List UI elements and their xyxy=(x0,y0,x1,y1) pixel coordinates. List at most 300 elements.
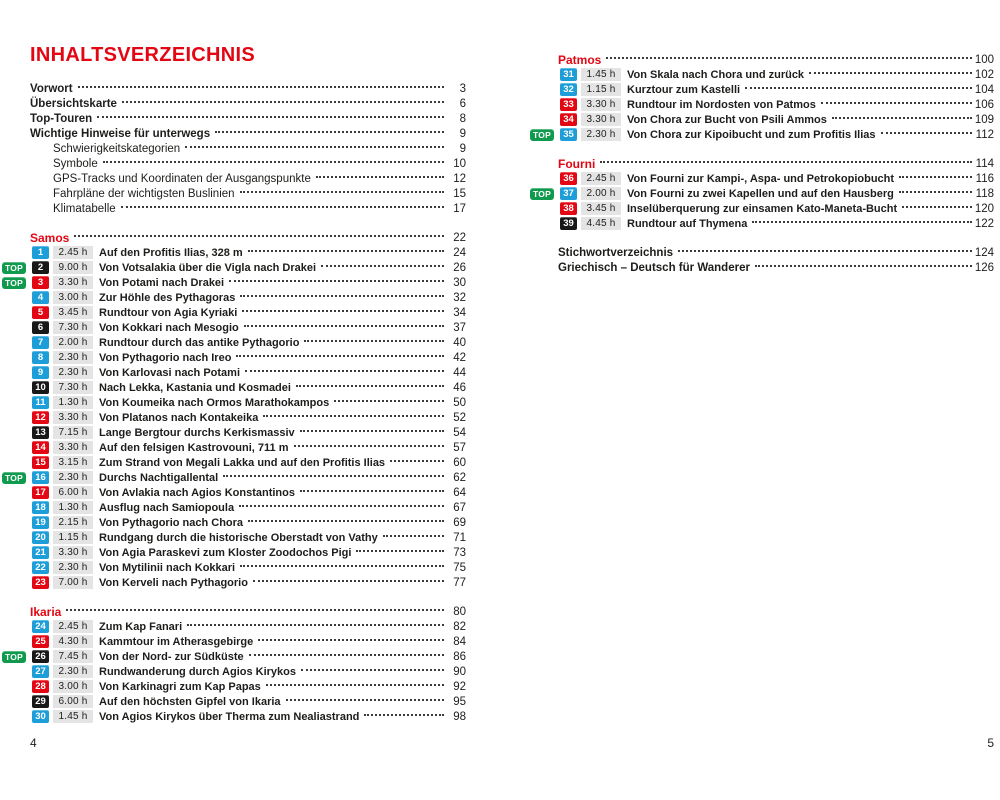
page-ref: 71 xyxy=(453,531,466,544)
toc-tour-entry xyxy=(558,82,994,97)
toc-tour-entry xyxy=(5,275,466,290)
leader-dots xyxy=(229,280,444,282)
tour-duration: 3.15 h xyxy=(53,456,93,469)
left-toc xyxy=(5,81,466,724)
tour-title: Von Koumeika nach Ormos Marathokampos xyxy=(99,396,330,409)
tour-number-badge: 24 xyxy=(32,620,49,633)
leader-dots xyxy=(881,132,972,134)
front-matter-entry xyxy=(30,186,466,201)
tour-title: Von Agios Kirykos über Therma zum Nealiastrand xyxy=(99,710,360,723)
tour-title: Von Pythagorio nach Ireo xyxy=(99,351,232,364)
leader-dots xyxy=(300,490,444,492)
toc-tour-entry xyxy=(30,320,466,335)
leader-dots xyxy=(215,131,444,133)
tour-title: Auf den höchsten Gipfel von Ikaria xyxy=(99,695,281,708)
page-ref: 15 xyxy=(453,187,466,200)
leader-dots xyxy=(364,714,444,716)
leader-dots xyxy=(236,355,444,357)
page-ref: 9 xyxy=(459,142,466,155)
section-title: Samos xyxy=(30,230,70,245)
tour-duration: 3.45 h xyxy=(581,202,621,215)
back-matter-entry xyxy=(558,245,994,260)
front-matter-label: Wichtige Hinweise für unterwegs xyxy=(30,127,211,140)
front-matter-entry xyxy=(30,156,466,171)
page-ref: 124 xyxy=(974,246,994,259)
leader-dots xyxy=(899,191,972,193)
toc-section-patmos xyxy=(533,52,994,142)
toc-tour-entry xyxy=(30,380,466,395)
page-number-left: 4 xyxy=(30,736,37,750)
top-badge: TOP xyxy=(2,651,26,663)
page-ref: 24 xyxy=(453,246,466,259)
front-matter-entry xyxy=(30,81,466,96)
page-ref: 104 xyxy=(974,83,994,96)
tour-title: Von Chora zur Kipoibucht und zum Profitis Ilias xyxy=(627,128,876,141)
tour-duration: 4.30 h xyxy=(53,635,93,648)
leader-dots xyxy=(122,101,444,103)
page-ref: 54 xyxy=(453,426,466,439)
front-matter-label: Schwierigkeitskategorien xyxy=(53,142,181,155)
leader-dots xyxy=(244,325,444,327)
leader-dots xyxy=(300,430,444,432)
section-header xyxy=(30,604,466,619)
tour-title: Rundtour von Agia Kyriaki xyxy=(99,306,238,319)
tour-duration: 7.30 h xyxy=(53,321,93,334)
tour-duration: 3.45 h xyxy=(53,306,93,319)
tour-duration: 3.30 h xyxy=(53,276,93,289)
page-ref: 84 xyxy=(453,635,466,648)
toc-tour-entry xyxy=(30,485,466,500)
tour-duration: 1.45 h xyxy=(53,710,93,723)
leader-dots xyxy=(752,221,972,223)
section-header xyxy=(558,52,994,67)
tour-duration: 1.15 h xyxy=(581,83,621,96)
tour-title: Von Pythagorio nach Chora xyxy=(99,516,244,529)
section-title: Patmos xyxy=(558,52,602,67)
tour-duration: 6.00 h xyxy=(53,486,93,499)
section-header xyxy=(30,230,466,245)
toc-tour-entry xyxy=(30,425,466,440)
toc-tour-entry xyxy=(30,709,466,724)
leader-dots xyxy=(240,565,444,567)
tour-title: Von Avlakia nach Agios Konstantinos xyxy=(99,486,295,499)
tour-duration: 2.30 h xyxy=(53,471,93,484)
leader-dots xyxy=(606,57,972,59)
page-ref: 44 xyxy=(453,366,466,379)
page-ref: 122 xyxy=(974,217,994,230)
tour-number-badge: 21 xyxy=(32,546,49,559)
page-ref: 118 xyxy=(975,187,994,200)
toc-tour-entry xyxy=(30,335,466,350)
leader-dots xyxy=(678,250,972,252)
leader-dots xyxy=(185,146,444,148)
section-title: Ikaria xyxy=(30,604,62,619)
tour-duration: 3.30 h xyxy=(581,98,621,111)
tour-duration: 2.30 h xyxy=(53,351,93,364)
tour-number-badge: 7 xyxy=(32,336,49,349)
leader-dots xyxy=(745,87,972,89)
front-matter-label: Klimatabelle xyxy=(53,202,116,215)
tour-duration: 2.30 h xyxy=(53,561,93,574)
toc-tour-entry xyxy=(30,350,466,365)
page-ref: 120 xyxy=(974,202,994,215)
toc-tour-entry xyxy=(30,575,466,590)
page-ref: 57 xyxy=(453,441,466,454)
tour-title: Kammtour im Atherasgebirge xyxy=(99,635,254,648)
leader-dots xyxy=(97,116,444,118)
leader-dots xyxy=(286,699,444,701)
tour-number-badge: 5 xyxy=(32,306,49,319)
right-toc xyxy=(533,52,994,275)
toc-tour-entry xyxy=(558,97,994,112)
leader-dots xyxy=(755,265,972,267)
tour-title: Von Votsalakia über die Vigla nach Drakei xyxy=(99,261,317,274)
tour-number-badge: 12 xyxy=(32,411,49,424)
tour-title: Zum Kap Fanari xyxy=(99,620,183,633)
tour-number-badge: 34 xyxy=(560,113,577,126)
leader-dots xyxy=(383,535,444,537)
tour-number-badge: 33 xyxy=(560,98,577,111)
back-matter-label: Griechisch – Deutsch für Wanderer xyxy=(558,261,750,274)
tour-title: Von Kerveli nach Pythagorio xyxy=(99,576,248,589)
tour-duration: 1.30 h xyxy=(53,396,93,409)
page-ref: 9 xyxy=(459,127,466,140)
leader-dots xyxy=(301,669,444,671)
page-ref: 80 xyxy=(453,605,466,618)
tour-number-badge: 23 xyxy=(32,576,49,589)
front-matter-entry xyxy=(30,171,466,186)
leader-dots xyxy=(249,654,444,656)
tour-number-badge: 37 xyxy=(560,187,577,200)
tour-number-badge: 2 xyxy=(32,261,49,274)
toc-section-fourni xyxy=(533,156,994,231)
tour-title: Zum Strand von Megali Lakka und auf den Profitis Ilias xyxy=(99,456,386,469)
toc-tour-entry xyxy=(30,305,466,320)
toc-tour-entry xyxy=(533,186,994,201)
leader-dots xyxy=(74,235,444,237)
tour-duration: 7.45 h xyxy=(53,650,93,663)
tour-duration: 3.00 h xyxy=(53,291,93,304)
back-matter-entry xyxy=(558,260,994,275)
page-ref: 30 xyxy=(453,276,466,289)
page-ref: 52 xyxy=(453,411,466,424)
leader-dots xyxy=(239,505,444,507)
tour-duration: 2.45 h xyxy=(53,620,93,633)
page-ref: 106 xyxy=(974,98,994,111)
tour-number-badge: 4 xyxy=(32,291,49,304)
page-ref: 116 xyxy=(975,172,994,185)
leader-dots xyxy=(899,176,972,178)
tour-duration: 1.15 h xyxy=(53,531,93,544)
tour-number-badge: 29 xyxy=(32,695,49,708)
tour-duration: 2.30 h xyxy=(581,128,621,141)
page-ref: 50 xyxy=(453,396,466,409)
page-ref: 86 xyxy=(453,650,466,663)
tour-title: Zur Höhle des Pythagoras xyxy=(99,291,236,304)
top-badge: TOP xyxy=(2,262,26,274)
tour-duration: 6.00 h xyxy=(53,695,93,708)
page-ref: 62 xyxy=(453,471,466,484)
tour-number-badge: 17 xyxy=(32,486,49,499)
tour-title: Von Karkinagri zum Kap Papas xyxy=(99,680,261,693)
toc-tour-entry xyxy=(558,201,994,216)
tour-number-badge: 26 xyxy=(32,650,49,663)
toc-tour-entry xyxy=(30,560,466,575)
leader-dots xyxy=(248,250,444,252)
tour-title: Von Kokkari nach Mesogio xyxy=(99,321,239,334)
tour-number-badge: 18 xyxy=(32,501,49,514)
back-matter-label: Stichwortverzeichnis xyxy=(558,246,674,259)
section-header xyxy=(558,156,994,171)
toc-tour-entry xyxy=(30,515,466,530)
tour-title: Rundgang durch die historische Oberstadt von Vathy xyxy=(99,531,378,544)
page-ref: 95 xyxy=(453,695,466,708)
tour-number-badge: 25 xyxy=(32,635,49,648)
left-page xyxy=(5,44,466,724)
tour-number-badge: 39 xyxy=(560,217,577,230)
leader-dots xyxy=(832,117,972,119)
tour-duration: 3.00 h xyxy=(53,680,93,693)
tour-duration: 4.45 h xyxy=(581,217,621,230)
tour-duration: 2.30 h xyxy=(53,665,93,678)
toc-tour-entry xyxy=(30,245,466,260)
tour-number-badge: 13 xyxy=(32,426,49,439)
tour-number-badge: 28 xyxy=(32,680,49,693)
tour-number-badge: 27 xyxy=(32,665,49,678)
page-ref: 26 xyxy=(453,261,466,274)
leader-dots xyxy=(902,206,972,208)
toc-tour-entry xyxy=(30,455,466,470)
leader-dots xyxy=(334,400,444,402)
top-badge: TOP xyxy=(530,188,554,200)
front-matter-label: GPS-Tracks und Koordinaten der Ausgangspunkte xyxy=(53,172,311,185)
back-matter xyxy=(558,245,994,275)
tour-title: Auf den Profitis Ilias, 328 m xyxy=(99,246,243,259)
front-matter-entry xyxy=(30,201,466,216)
leader-dots xyxy=(253,580,444,582)
page-ref: 10 xyxy=(453,157,466,170)
front-matter-label: Fahrpläne der wichtigsten Buslinien xyxy=(53,187,235,200)
page-ref: 109 xyxy=(974,113,994,126)
tour-title: Von Fourni zur Kampi-, Aspa- und Petrokopiobucht xyxy=(627,172,895,185)
section-title: Fourni xyxy=(558,156,596,171)
tour-number-badge: 36 xyxy=(560,172,577,185)
front-matter-entry xyxy=(30,126,466,141)
page-ref: 112 xyxy=(975,128,994,141)
tour-number-badge: 6 xyxy=(32,321,49,334)
front-matter-entry xyxy=(30,96,466,111)
toc-section-samos xyxy=(5,230,466,590)
toc-tour-entry xyxy=(30,545,466,560)
right-page xyxy=(533,52,994,275)
page-ref: 75 xyxy=(453,561,466,574)
tour-title: Von Chora zur Bucht von Psili Ammos xyxy=(627,113,827,126)
toc-tour-entry xyxy=(30,664,466,679)
toc-tour-entry xyxy=(30,530,466,545)
page-ref: 8 xyxy=(459,112,466,125)
toc-tour-entry xyxy=(558,67,994,82)
toc-tour-entry xyxy=(30,634,466,649)
tour-title: Von Karlovasi nach Potami xyxy=(99,366,241,379)
toc-tour-entry xyxy=(30,619,466,634)
tour-duration: 2.30 h xyxy=(53,366,93,379)
tour-duration: 7.30 h xyxy=(53,381,93,394)
tour-duration: 3.30 h xyxy=(581,113,621,126)
page-ref: 40 xyxy=(453,336,466,349)
toc-tour-entry xyxy=(30,290,466,305)
toc-tour-entry xyxy=(558,112,994,127)
front-matter-label: Übersichtskarte xyxy=(30,97,117,110)
page-ref: 64 xyxy=(453,486,466,499)
toc-tour-entry xyxy=(30,500,466,515)
page-ref: 67 xyxy=(453,501,466,514)
leader-dots xyxy=(223,475,444,477)
tour-duration: 2.00 h xyxy=(53,336,93,349)
top-badge: TOP xyxy=(2,472,26,484)
tour-title: Von Platanos nach Kontakeika xyxy=(99,411,259,424)
toc-tour-entry xyxy=(533,127,994,142)
leader-dots xyxy=(240,295,444,297)
front-matter-entry xyxy=(30,111,466,126)
tour-duration: 7.15 h xyxy=(53,426,93,439)
tour-duration: 2.45 h xyxy=(581,172,621,185)
leader-dots xyxy=(66,609,444,611)
tour-title: Rundtour durch das antike Pythagorio xyxy=(99,336,300,349)
leader-dots xyxy=(296,385,444,387)
page-ref: 90 xyxy=(453,665,466,678)
toc-tour-entry xyxy=(30,694,466,709)
page-ref: 3 xyxy=(459,82,466,95)
page-ref: 102 xyxy=(974,68,994,81)
leader-dots xyxy=(78,86,444,88)
tour-duration: 1.45 h xyxy=(581,68,621,81)
leader-dots xyxy=(103,161,444,163)
tour-title: Nach Lekka, Kastania und Kosmadei xyxy=(99,381,291,394)
tour-title: Rundtour auf Thymena xyxy=(627,217,748,230)
leader-dots xyxy=(245,370,444,372)
front-matter-label: Top-Touren xyxy=(30,112,93,125)
tour-title: Lange Bergtour durchs Kerkismassiv xyxy=(99,426,295,439)
tour-number-badge: 14 xyxy=(32,441,49,454)
tour-duration: 2.45 h xyxy=(53,246,93,259)
top-badge: TOP xyxy=(530,129,554,141)
tour-title: Auf den felsigen Kastrovouni, 711 m xyxy=(99,441,289,454)
leader-dots xyxy=(321,265,444,267)
tour-title: Von Fourni zu zwei Kapellen und auf den Hausberg xyxy=(627,187,894,200)
toc-section-ikaria xyxy=(5,604,466,724)
tour-duration: 9.00 h xyxy=(53,261,93,274)
tour-duration: 7.00 h xyxy=(53,576,93,589)
page-ref: 46 xyxy=(453,381,466,394)
page-ref: 77 xyxy=(453,576,466,589)
tour-number-badge: 11 xyxy=(32,396,49,409)
tour-title: Kurztour zum Kastelli xyxy=(627,83,741,96)
leader-dots xyxy=(809,72,972,74)
leader-dots xyxy=(240,191,444,193)
tour-title: Rundtour im Nordosten von Patmos xyxy=(627,98,816,111)
tour-title: Durchs Nachtigallental xyxy=(99,471,219,484)
page-ref: 73 xyxy=(453,546,466,559)
page-ref: 60 xyxy=(453,456,466,469)
leader-dots xyxy=(304,340,444,342)
toc-tour-entry xyxy=(30,440,466,455)
page-ref: 42 xyxy=(453,351,466,364)
tour-title: Ausflug nach Samiopoula xyxy=(99,501,235,514)
page-ref: 100 xyxy=(974,53,994,66)
top-badge: TOP xyxy=(2,277,26,289)
tour-number-badge: 32 xyxy=(560,83,577,96)
tour-title: Von Skala nach Chora und zurück xyxy=(627,68,805,81)
tour-number-badge: 30 xyxy=(32,710,49,723)
tour-number-badge: 9 xyxy=(32,366,49,379)
leader-dots xyxy=(294,445,445,447)
tour-duration: 2.00 h xyxy=(581,187,621,200)
leader-dots xyxy=(600,161,972,163)
toc-tour-entry xyxy=(5,260,466,275)
leader-dots xyxy=(121,206,444,208)
page-ref: 126 xyxy=(974,261,994,274)
tour-number-badge: 35 xyxy=(560,128,577,141)
leader-dots xyxy=(266,684,444,686)
front-matter-label: Symbole xyxy=(53,157,98,170)
tour-number-badge: 8 xyxy=(32,351,49,364)
front-matter-entry xyxy=(30,141,466,156)
tour-duration: 3.30 h xyxy=(53,411,93,424)
tour-title: Von der Nord- zur Südküste xyxy=(99,650,244,663)
leader-dots xyxy=(316,176,444,178)
tour-title: Von Potami nach Drakei xyxy=(99,276,225,289)
tour-title: Von Agia Paraskevi zum Kloster Zoodochos Pigi xyxy=(99,546,352,559)
page-ref: 6 xyxy=(459,97,466,110)
page-ref: 17 xyxy=(453,202,466,215)
leader-dots xyxy=(356,550,444,552)
page-ref: 37 xyxy=(453,321,466,334)
tour-title: Rundwanderung durch Agios Kirykos xyxy=(99,665,296,678)
toc-tour-entry xyxy=(30,410,466,425)
tour-duration: 2.15 h xyxy=(53,516,93,529)
leader-dots xyxy=(821,102,972,104)
tour-number-badge: 1 xyxy=(32,246,49,259)
page-ref: 12 xyxy=(453,172,466,185)
tour-number-badge: 31 xyxy=(560,68,577,81)
page-ref: 32 xyxy=(453,291,466,304)
tour-number-badge: 22 xyxy=(32,561,49,574)
tour-title: Von Mytilinii nach Kokkari xyxy=(99,561,236,574)
tour-duration: 3.30 h xyxy=(53,546,93,559)
leader-dots xyxy=(390,460,444,462)
tour-number-badge: 19 xyxy=(32,516,49,529)
page-ref: 34 xyxy=(453,306,466,319)
toc-tour-entry xyxy=(5,470,466,485)
front-matter-label: Vorwort xyxy=(30,82,73,95)
page-ref: 114 xyxy=(975,157,994,170)
page-ref: 82 xyxy=(453,620,466,633)
toc-tour-entry xyxy=(558,216,994,231)
tour-duration: 1.30 h xyxy=(53,501,93,514)
leader-dots xyxy=(258,639,444,641)
tour-number-badge: 3 xyxy=(32,276,49,289)
tour-number-badge: 20 xyxy=(32,531,49,544)
page-ref: 22 xyxy=(453,231,466,244)
toc-tour-entry xyxy=(558,171,994,186)
leader-dots xyxy=(242,310,444,312)
toc-tour-entry xyxy=(5,649,466,664)
toc-tour-entry xyxy=(30,395,466,410)
tour-number-badge: 10 xyxy=(32,381,49,394)
tour-number-badge: 38 xyxy=(560,202,577,215)
page-number-right: 5 xyxy=(987,736,994,750)
leader-dots xyxy=(263,415,444,417)
